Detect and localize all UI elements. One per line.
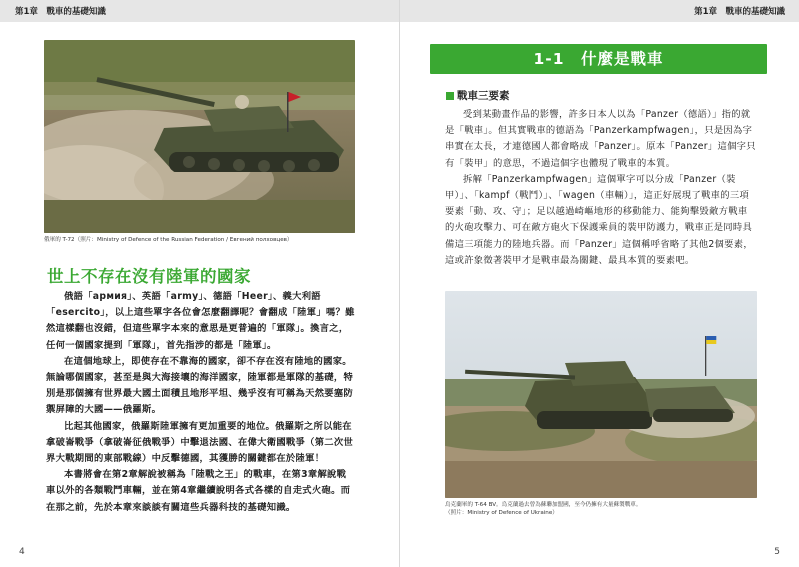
right-photo-caption: 烏克蘭軍的 T-64 BV。烏克蘭過去曾為蘇聯加盟國，至今仍擁有大量蘇製戰車。 [445,502,642,508]
page-number: 5 [774,547,780,557]
right-body-text [445,107,757,269]
left-body-text [46,289,355,516]
paragraph: 受到某動畫作品的影響，許多日本人以為「Panzer（德語）」指的就是「戰車」。但其實戰車的德語為「Panzerkampfwagen」，只是因為字串實在太長，才連德國人都會略成「Panzer」。原本「Panzer」這個字只有「裝甲」的意思，不過這個字也體現了戰車的本質。 [445,109,756,169]
tank-t72-photo [44,40,355,233]
left-photo-caption: 俄軍的 T-72（照片：Ministry of Defence of the Russian Federation / Евгений полховцев） [44,237,293,243]
paragraph: 本書將會在第2章解說被稱為「陸戰之王」的戰車，在第3章解說戰車以外的各類戰鬥車輛，並在第4章繼續說明各式各樣的自走式火砲。而在那之前，先於本章來談談有關這些兵器科技的基礎知識。 [46,469,351,513]
paragraph: 俄語「армия」、英語「army」、德語「Heer」、義大利語「esercito」，以上這些單字各位會怎麼翻譯呢？會翻成「陸軍」嗎？雖然這樣翻也沒錯，但這些單字本來的意思是更普遍的「軍隊」。換言之，任何一個國家提到「軍隊」，首先指涉的都是「陸軍」。 [46,291,355,351]
chapter-label: 第1章 戰車的基礎知識 [694,7,785,17]
green-square-icon [446,92,454,100]
section-title: 1-1 什麼是戰車 [533,50,664,68]
paragraph: 比起其他國家，俄羅斯陸軍擁有更加重要的地位。俄羅斯之所以能在拿破崙戰爭（拿破崙征俄戰爭）中擊退法國、在偉大衛國戰爭（第二次世界大戰期間的東部戰線）中反擊德國，其獲勝的關鍵都在於陸軍！ [46,420,354,465]
right-page [400,0,799,567]
left-header-bar [0,0,399,22]
chapter-label: 第1章 戰車的基礎知識 [15,7,106,17]
paragraph: 拆解「Panzerkampfwagen」這個單字可以分成「Panzer（裝甲）」、「kampf（戰鬥）」、「wagen（車輛）」，這正好展現了戰車的三項要素「動、攻、守」；足以越過崎嶇地形的移動能力、能夠擊毀敵方戰車的火砲攻擊力、可在敵方砲火下保護乘員的裝甲防護力，戰車正是同時具備這三項能力的陸地兵器。而「Panzer」這個稱呼省略了其他2個要素，這或許象徵著裝甲才是戰車最為關鍵、最具本質的要素吧。 [445,173,753,266]
page-number: 4 [19,547,25,557]
right-header-bar [400,0,799,22]
section-title-box [430,44,767,74]
subheading [446,88,510,103]
paragraph: 在這個地球上，即使存在不靠海的國家，卻不存在沒有陸地的國家。無論哪個國家，甚至是與大海接壤的海洋國家，陸軍都是軍隊的基礎，特別是那個擁有世界最大國土面積且地形平坦、幾乎沒有可稱為天然要塞防禦屏障的大國——俄羅斯。 [46,355,354,416]
left-page [0,0,399,567]
subheading-text: 戰車三要素 [457,90,510,102]
section-heading: 世上不存在沒有陸軍的國家 [47,267,251,286]
right-photo-credit: （照片：Ministry of Defence of Ukraine） [445,510,558,516]
tank-t64-photo [445,291,757,498]
